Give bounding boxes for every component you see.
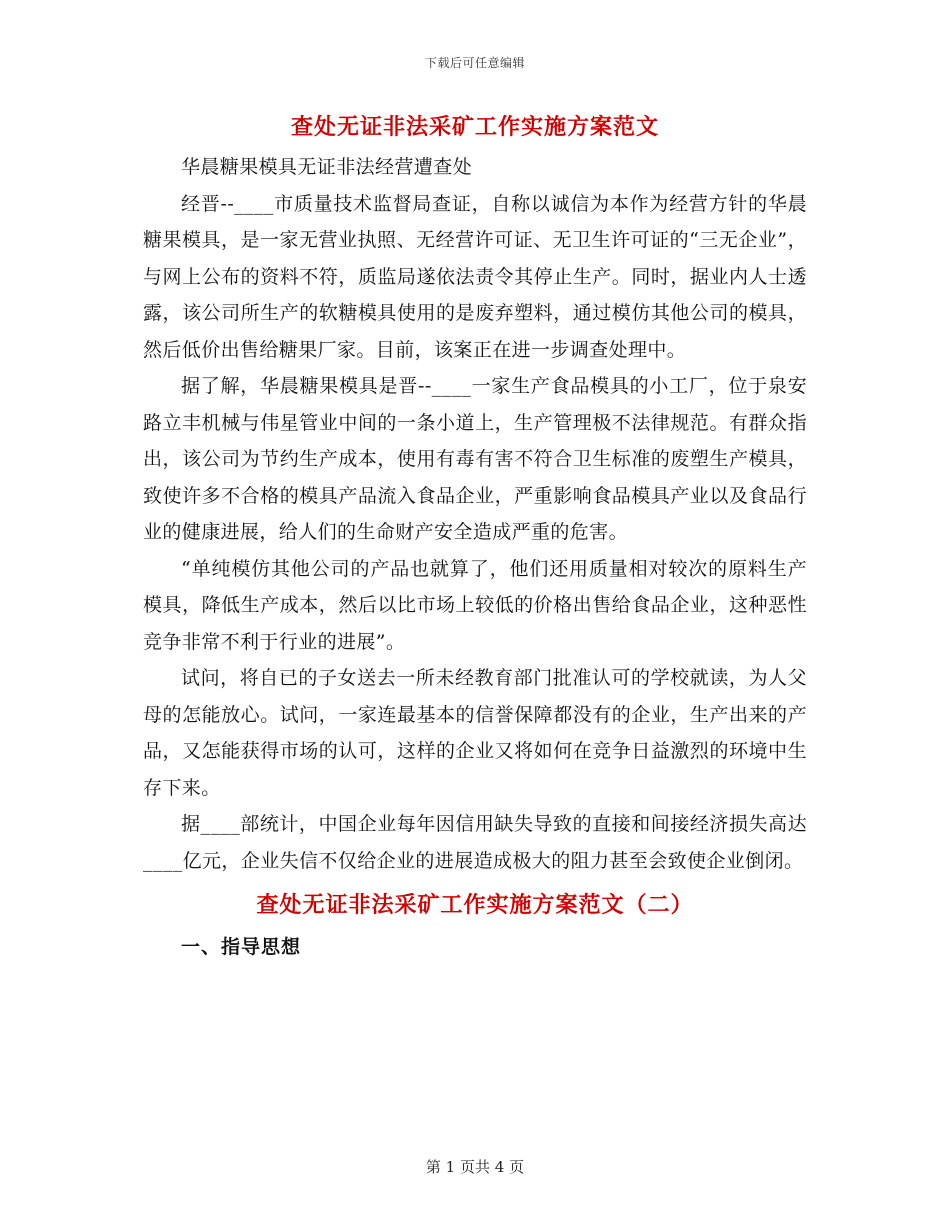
paragraph: “单纯模仿其他公司的产品也就算了，他们还用质量相对较次的原料生产模具，降低生产成本，然后以比市场上较低的价格出售给食品企业，这种恶性竞争非常不利于行业的进展”。	[143, 557, 807, 653]
header-note: 下载后可任意编辑	[424, 56, 525, 70]
paragraph: 试问，将自已的子女送去一所未经教育部门批准认可的学校就读，为人父母的怎能放心。试问，一家连最基本的信誉保障都没有的企业，生产出来的产品，又怎能获得市场的认可，这样的企业又将如何在竞争日益激烈的环境中生存下来。	[143, 667, 807, 799]
paragraph: 据____部统计，中国企业每年因信用缺失导致的直接和间接经济损失高达____亿元，企业失信不仅给企业的进展造成极大的阻力甚至会致使企业倒闭。	[143, 813, 807, 872]
page-number: 第 1 页共 4 页	[425, 1158, 525, 1176]
paragraph: 据了解，华晨糖果模具是晋--____一家生产食品模具的小工厂，位于泉安路立丰机械与伟星管业中间的一条小道上，生产管理极不法律规范。有群众指出，该公司为节约生产成本，使用有毒有害不符合卫生标准的废塑生产模具，致使许多不合格的模具产品流入食品企业，严重影响食品模具产业以及食品行业的健康进展，给人们的生命财产安全造成严重的危害。	[143, 375, 807, 543]
document-title: 查处无证非法采矿工作实施方案范文	[290, 114, 659, 140]
paragraph: 华晨糖果模具无证非法经营遭查处	[181, 156, 473, 178]
document-title-part-two: 查处无证非法采矿工作实施方案范文（二）	[256, 892, 694, 918]
section-heading: 一、指导思想	[181, 936, 302, 958]
paragraph: 经晋--____市质量技术监督局查证，自称以诚信为本作为经营方针的华晨糖果模具，是一家无营业执照、无经营许可证、无卫生许可证的“三无企业”，与网上公布的资料不符，质监局遂依法责令其停止生产。同时，据业内人士透露，该公司所生产的软糖模具使用的是废弃塑料，通过模仿其他公司的模具，然后低价出售给糖果厂家。目前，该案正在进一步调查处理中。	[143, 192, 807, 361]
document-body	[143, 110, 807, 967]
